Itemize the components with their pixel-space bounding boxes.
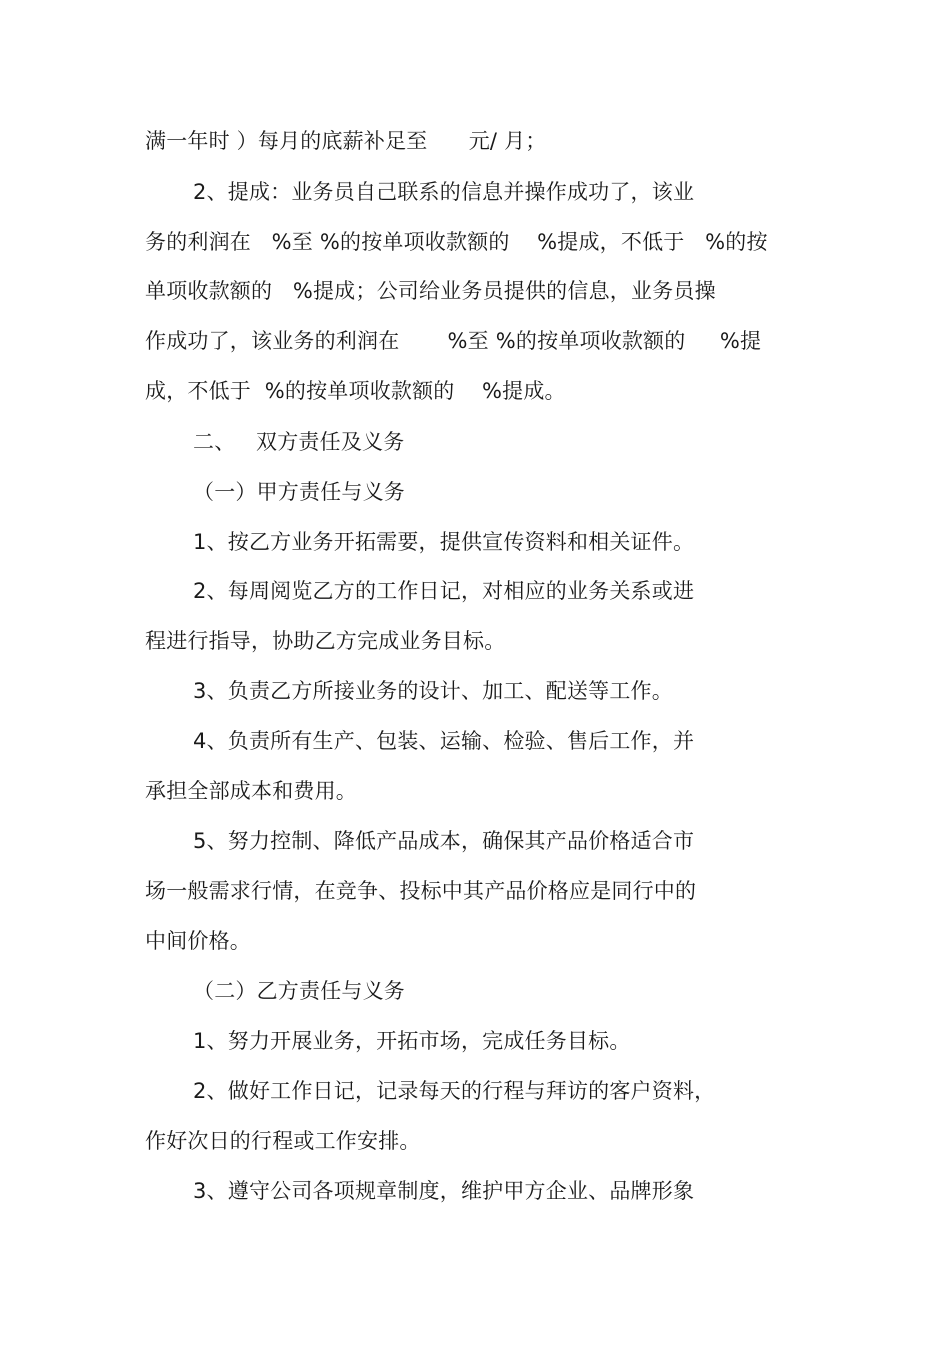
- text-line: 3、遵守公司各项规章制度，维护甲方企业、品牌形象: [193, 1179, 695, 1203]
- text-line: 2、做好工作日记，记录每天的行程与拜访的客户资料，: [193, 1079, 716, 1103]
- text-line: 3、负责乙方所接业务的设计、加工、配送等工作。: [193, 679, 673, 703]
- subsection-heading: （一）甲方责任与义务: [193, 480, 405, 504]
- text-line: 场一般需求行情，在竞争、投标中其产品价格应是同行中的: [145, 879, 697, 903]
- text-line: 1、按乙方业务开拓需要，提供宣传资料和相关证件。: [193, 530, 695, 554]
- text-line: 1、努力开展业务，开拓市场，完成任务目标。: [193, 1029, 631, 1053]
- text-line: 作成功了，该业务的利润在 %至 %的按单项收款额的 %提: [145, 329, 762, 353]
- text-line: 承担全部成本和费用。: [145, 779, 357, 803]
- text-line: 满一年时 ）每月的底薪补足至 元/ 月；: [145, 129, 547, 153]
- text-line: 中间价格。: [145, 929, 251, 953]
- text-line: 作好次日的行程或工作安排。: [145, 1129, 421, 1153]
- text-line: 2、每周阅览乙方的工作日记，对相应的业务关系或进: [193, 579, 695, 603]
- text-line: 成，不低于 %的按单项收款额的 %提成。: [145, 379, 566, 403]
- text-line: 5、努力控制、降低产品成本，确保其产品价格适合市: [193, 829, 695, 853]
- text-line: 4、负责所有生产、包装、运输、检验、售后工作，并: [193, 729, 695, 753]
- text-line: 务的利润在 %至 %的按单项收款额的 %提成，不低于 %的按: [145, 230, 768, 254]
- text-line: 2、提成：业务员自己联系的信息并操作成功了，该业: [193, 180, 695, 204]
- section-heading: 二、 双方责任及义务: [193, 430, 405, 454]
- subsection-heading: （二）乙方责任与义务: [193, 979, 405, 1003]
- text-line: 单项收款额的 %提成；公司给业务员提供的信息，业务员操: [145, 279, 716, 303]
- text-line: 程进行指导，协助乙方完成业务目标。: [145, 629, 506, 653]
